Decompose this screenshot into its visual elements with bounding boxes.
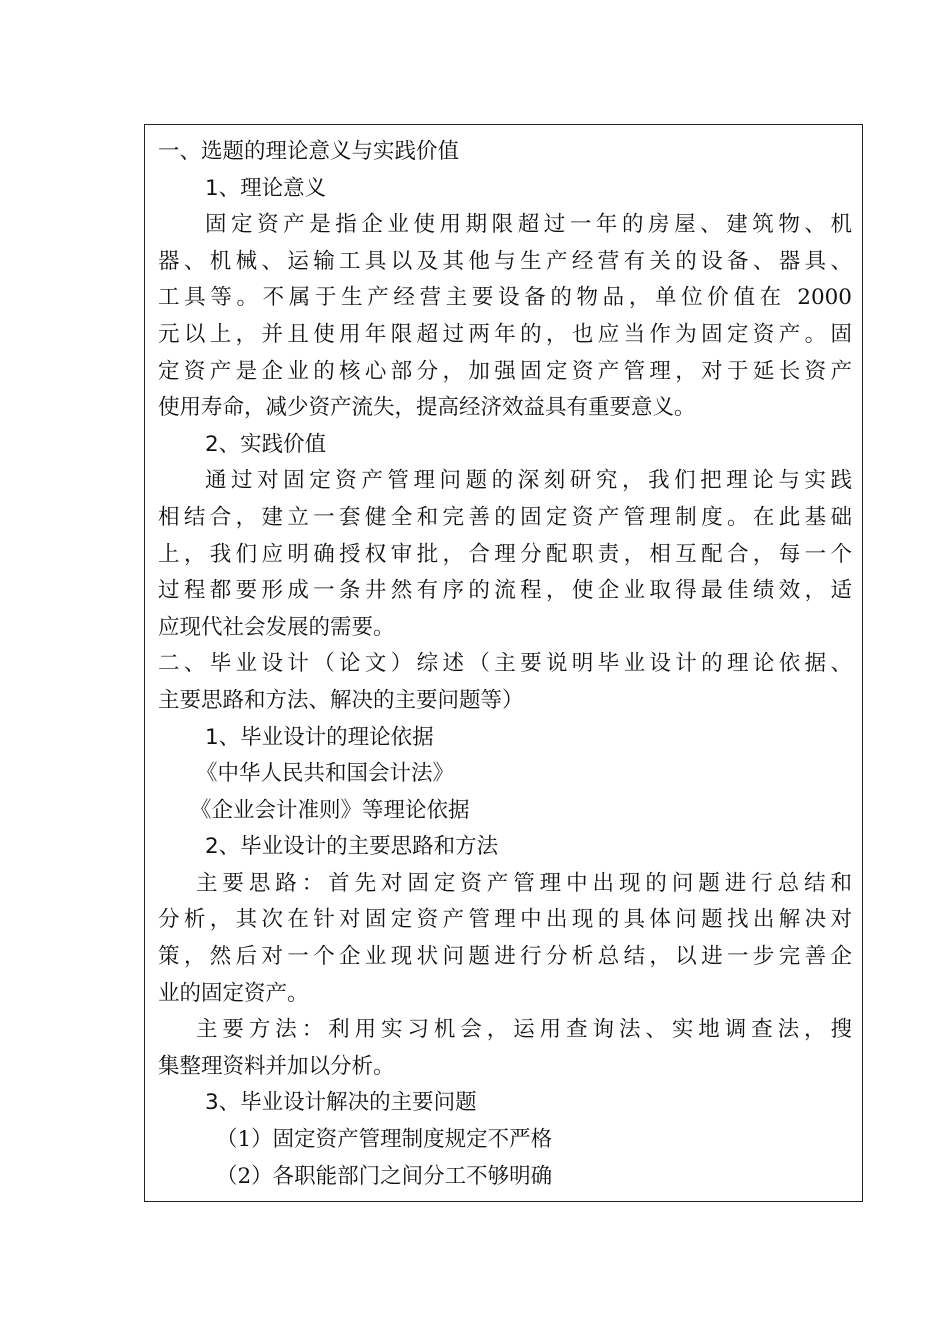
paragraph-line: 应现代社会发展的需要。: [158, 614, 395, 640]
problem-item: （2）各职能部门之间分工不够明确: [216, 1163, 553, 1189]
paragraph-line: 集整理资料并加以分析。: [158, 1053, 395, 1079]
section1-sub1-heading: 1、理论意义: [205, 175, 327, 201]
paragraph-line: 使用寿命，减少资产流失，提高经济效益具有重要意义。: [158, 395, 696, 421]
paragraph-line: 相结合，建立一套健全和完善的固定资产管理制度。在此基础: [158, 504, 852, 530]
paragraph-line: 主要思路：首先对固定资产管理中出现的问题进行总结和: [196, 870, 852, 896]
paragraph-line: 器、机械、运输工具以及其他与生产经营有关的设备、器具、: [158, 248, 852, 274]
section2-sub1-heading: 1、毕业设计的理论依据: [205, 724, 434, 750]
reference-item: 《企业会计准则》等理论依据: [190, 797, 470, 823]
paragraph-line: 分析，其次在针对固定资产管理中出现的具体问题找出解决对: [158, 907, 852, 933]
document-body: [158, 134, 852, 1195]
reference-item: 《中华人民共和国会计法》: [196, 761, 455, 787]
section2-heading-line1: 二、毕业设计（论文）综述（主要说明毕业设计的理论依据、: [158, 651, 852, 677]
section2-sub3-heading: 3、毕业设计解决的主要问题: [205, 1090, 477, 1116]
section1-heading: 一、选题的理论意义与实践价值: [158, 139, 460, 164]
paragraph-line: 主要方法：利用实习机会，运用查询法、实地调查法，搜: [196, 1017, 852, 1043]
paragraph-line: 过程都要形成一条井然有序的流程，使企业取得最佳绩效，适: [158, 578, 852, 604]
section1-sub2-heading: 2、实践价值: [205, 431, 327, 457]
section2-sub2-heading: 2、毕业设计的主要思路和方法: [205, 834, 499, 860]
paragraph-line: 工具等。不属于生产经营主要设备的物品，单位价值在 2000: [158, 285, 852, 311]
paragraph-line: 定资产是企业的核心部分，加强固定资产管理，对于延长资产: [158, 358, 852, 384]
problem-item: （1）固定资产管理制度规定不严格: [216, 1127, 553, 1153]
paragraph-line: 通过对固定资产管理问题的深刻研究，我们把理论与实践: [205, 468, 852, 494]
paragraph-line: 固定资产是指企业使用期限超过一年的房屋、建筑物、机: [205, 212, 852, 238]
section2-heading-line2: 主要思路和方法、解决的主要问题等）: [158, 687, 524, 713]
paragraph-line: 业的固定资产。: [158, 980, 309, 1006]
paragraph-line: 策，然后对一个企业现状问题进行分析总结，以进一步完善企: [158, 944, 852, 970]
paragraph-line: 上，我们应明确授权审批，合理分配职责，相互配合，每一个: [158, 541, 852, 567]
paragraph-line: 元以上，并且使用年限超过两年的，也应当作为固定资产。固: [158, 321, 852, 347]
